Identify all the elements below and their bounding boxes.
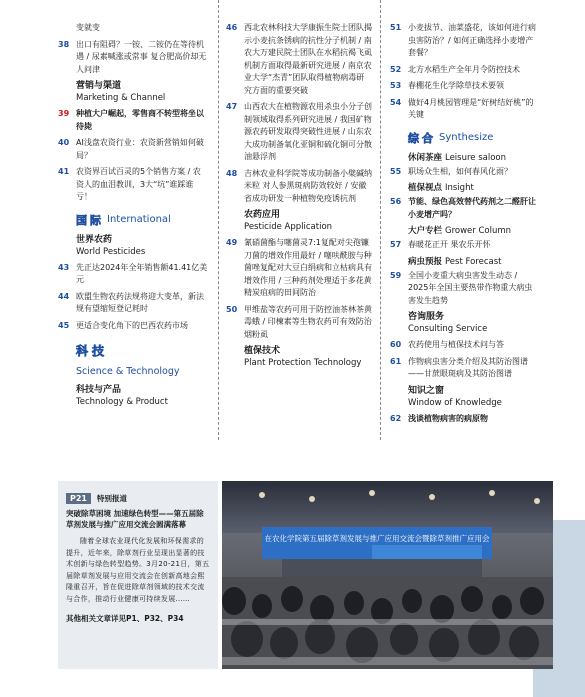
toc-column-3 [390, 0, 540, 429]
section-tech-product-zh: 科技与产品 [76, 385, 122, 395]
section-marketing-zh: 营销与渠道 [76, 81, 122, 91]
section-marketing-en: Marketing & Channel [76, 93, 166, 103]
column-divider [380, 0, 381, 440]
toc-entry[interactable]: 61 作物病虫害分类介绍及其防治图谱——甘蔗眼斑病及其防治图谱 [390, 356, 528, 378]
feature-header [66, 493, 218, 504]
toc-entry[interactable]: 51 小麦拔节、油菜盛花，该如何进行病虫害防治？/ 如何正确选择小麦增产套餐？ [390, 23, 536, 57]
toc-entry[interactable]: 62 浅谈植物病害的病原物 [390, 413, 488, 423]
section-international-header [76, 212, 208, 228]
toc-continuation: 变就变 [76, 23, 100, 32]
section-pesticide-app-zh: 农药应用 [244, 210, 281, 220]
column-divider [218, 0, 219, 440]
left-margin [0, 0, 4, 440]
toc-entry[interactable]: 39 种植大户崛起，零售商不转型将坐以待毙 [58, 109, 204, 131]
section-world-en: World Pesticides [76, 246, 146, 257]
toc-entry[interactable]: 49 氰硝菌酯与噻菌灵7:1复配对尖孢镰刀菌的增效作用最好 / 噻呋酰胺与种菌唑复配对大豆白绢病和立枯病具有增效作用 / 三种药剂处理适于多花黄精炭疽病的田间防治 [226, 238, 372, 297]
toc-entry[interactable]: 55 职场众生相，如何春风化雨？ [390, 166, 512, 176]
toc-entry[interactable]: 41 农资界百试百灵的5个销售方案 / 农资人的血泪教训，3大“坑”谁踩谁亏！ [58, 167, 201, 201]
toc-entry[interactable]: 45 更适合变化角下的巴西农药市场 [58, 320, 188, 330]
section-synthesize-header [408, 130, 540, 146]
tech-zh: 科技 [76, 344, 109, 358]
feature-body: 随着全球农业现代化发展和环保需求的提升，近年来，除草剂行业呈现出显著的技术创新与绿色转型趋势。3月20-21日，第五届除草剂发展与应用交流会在创新高地会熙隆重召开，旨在促进除草剂领域的技术交流与合作，推动行业健康可持续发展…… [66, 537, 210, 603]
section-world-zh: 世界农药 [76, 234, 113, 245]
toc-entry[interactable]: 54 做好4月桃园管理是“好树结好桃”的关键 [390, 97, 534, 119]
section-tech-header [76, 342, 208, 378]
feature-label: 特别报道 [97, 494, 127, 503]
toc-entry[interactable]: 46 西北农林科技大学康振生院士团队揭示小麦抗条锈病的抗性分子机制 / 南农大万建民院士团队在水稻抗褐飞虱机制方面取得最新研究进展 / 南京农业大学“杰青”团队取得植物病毒研究方面的重要突破 [226, 23, 372, 95]
toc-entry[interactable]: 44 欧盟生物农药法规将迎大变革，新法规有望缩短登记耗时 [58, 291, 204, 313]
synthesize-en: Synthesize [439, 132, 494, 143]
toc-entry[interactable]: 43 先正达2024年全年销售额41.41亿美元 [58, 262, 208, 284]
feature-title[interactable]: 突破除草困境 加速绿色转型——第五届除草剂发展与推广应用交流会圆满落幕 [66, 509, 204, 529]
toc-entry[interactable]: 52 北方水稻生产全年月令防控技术 [390, 64, 520, 74]
section-pesticide-app-en: Pesticide Application [244, 222, 333, 232]
toc-entry[interactable]: 50 甲维盐等农药可用于防控油茶林茶黄毒蛾 / 印楝素等生物农药可有效防治烟粉虱 [226, 304, 372, 339]
section-grower: 大户专栏 Grower Column [408, 226, 512, 236]
toc-entry[interactable]: 60 农药使用与植保技术问与答 [390, 340, 504, 349]
section-knowledge-en: Window of Knowledge [408, 397, 502, 408]
conference-photo [222, 481, 553, 669]
tech-en: Science & Technology [76, 366, 180, 377]
section-tech-product-en: Technology & Product [76, 397, 168, 407]
page-badge[interactable]: P21 [66, 493, 91, 504]
toc-entry[interactable]: 59 全国小麦重大病虫害发生动态 / 2025年全国主要热带作物重大病虫害发生趋势 [390, 270, 533, 305]
international-en: International [107, 214, 171, 225]
toc-column-1 [58, 0, 208, 412]
toc-entry[interactable]: 38 出口有阻碍？一铵、二铵仍在等待机遇 / 尿素喊涨或常事 复合肥高价却无人问津 [58, 39, 207, 74]
stage-banner-text: 在农化学院第五届除草剂发展与推广应用交流会暨除草剂推广应用会 [264, 534, 490, 543]
section-knowledge-zh: 知识之窗 [408, 385, 445, 396]
synthesize-zh: 综合 [408, 131, 436, 145]
section-insight: 植保视点 Insight [408, 183, 474, 193]
toc-entry[interactable]: 53 春棚花生化学除草技术要领 [390, 81, 504, 90]
international-zh: 国际 [76, 213, 104, 227]
toc-entry[interactable]: 47 山西农大在植物源农用杀虫小分子创制领域取得系列研究进展 / 我国矿物源农药研发取得突破性进展 / 山东农大成功制备氧化亚铜和硫化铜可分散油悬浮剂 [226, 102, 372, 161]
toc-entry[interactable]: 48 吉林农业科学院等成功制备小檗碱纳米粒 对人参黑斑病防效较好 / 安徽省成功研发一种植物免疫诱抗剂 [226, 168, 372, 203]
toc-entry[interactable]: 56 节能、绿色高效替代药剂之二醛肝让小麦增产吗？ [390, 197, 536, 219]
section-leisure: 休闲茶座 Leisure saloon [408, 152, 507, 163]
section-plant-protection-en: Plant Protection Technology [244, 358, 362, 368]
toc-entry[interactable]: 40 AI浅盘农资行业：农资新营销如何破局？ [58, 138, 204, 160]
toc-entry[interactable]: 57 春暖花正开 果农乐开怀 [390, 240, 491, 249]
section-plant-protection-zh: 植保技术 [244, 346, 281, 356]
section-pest-forecast: 病虫预报 Pest Forecast [408, 256, 502, 267]
section-consulting-zh: 咨询服务 [408, 312, 445, 322]
toc-column-2 [226, 0, 372, 373]
feature-more-link[interactable]: 其他相关文章详见P1、P32、P34 [66, 614, 184, 623]
feature-panel [58, 481, 218, 669]
section-consulting-en: Consulting Service [408, 324, 488, 334]
conference-photo-svg [222, 481, 553, 669]
